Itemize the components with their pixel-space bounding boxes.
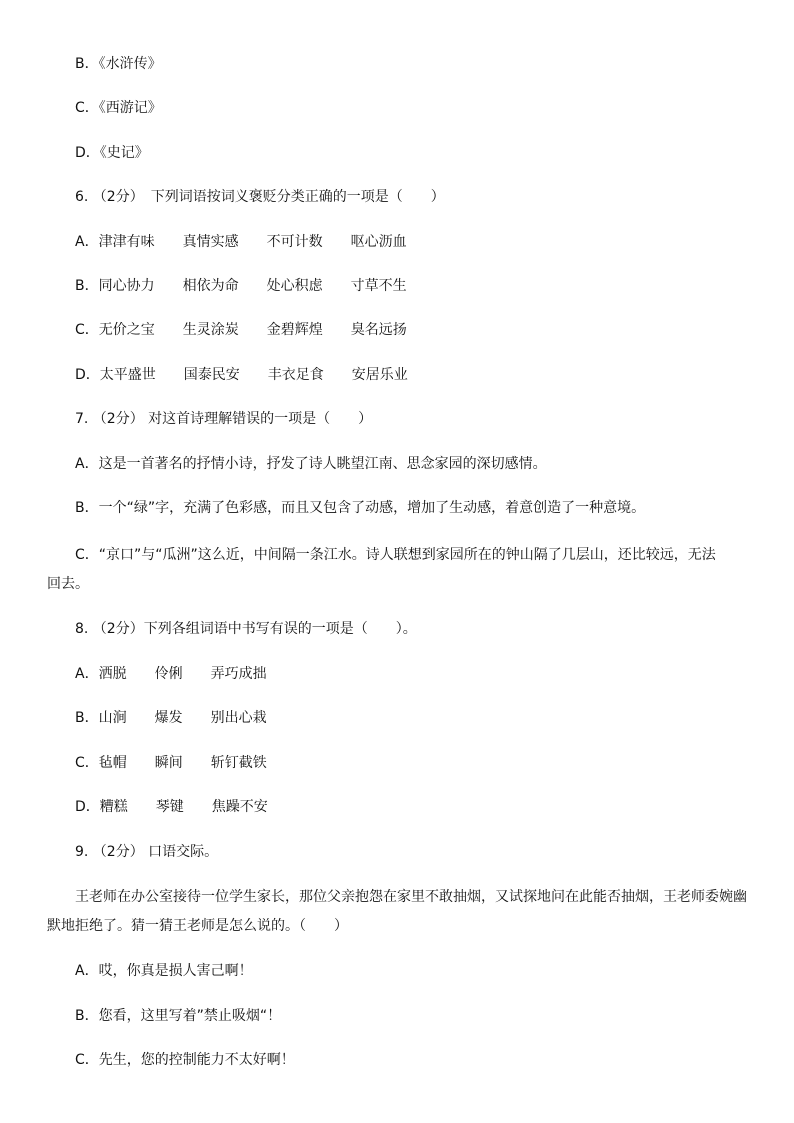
q8-option-c: C．毡帽 瞬间 斩钉截铁	[75, 755, 267, 771]
q5-option-b: B．《水浒传》	[75, 56, 162, 72]
q9-option-b: B．您看，这里写着”禁止吸烟“！	[75, 1008, 282, 1024]
q5-option-c: C．《西游记》	[75, 100, 162, 116]
q6-option-a: A．津津有味 真情实感 不可计数 呕心沥血	[75, 234, 407, 250]
q9-passage-line2: 默地拒绝了。猜一猜王老师是怎么说的。（ ）	[47, 918, 348, 934]
q8-stem: 8. （2分）下列各组词语中书写有误的一项是（ ）。	[75, 621, 417, 637]
q9-passage-line1: 王老师在办公室接待一位学生家长，那位父亲抱怨在家里不敢抽烟，又试探地问在此能否抽烟，王老师委婉幽	[75, 889, 747, 905]
q7-option-a: A．这是一首著名的抒情小诗，抒发了诗人眺望江南、思念家园的深切感情。	[75, 456, 547, 472]
q5-option-d: D．《史记》	[75, 145, 149, 161]
q6-stem: 6. （2分） 下列词语按词义褒贬分类正确的一项是（ ）	[75, 189, 445, 205]
q6-option-c: C．无价之宝 生灵涂炭 金碧辉煌 臭名远扬	[75, 322, 407, 338]
q9-option-a: A．哎，你真是损人害己啊！	[75, 963, 253, 979]
q9-option-c: C．先生，您的控制能力不太好啊！	[75, 1052, 295, 1068]
q7-option-b: B．一个“绿”字，充满了色彩感，而且又包含了动感，增加了生动感，着意创造了一种意境。	[75, 500, 646, 516]
q7-stem: 7. （2分） 对这首诗理解错误的一项是（ ）	[75, 411, 373, 427]
q7-option-c-line1: C．“京口”与“瓜洲”这么近，中间隔一条江水。诗人联想到家园所在的钟山隔了几层山，还比较远，无法	[75, 547, 716, 563]
q8-option-d: D．糟糕 琴键 焦躁不安	[75, 799, 268, 815]
q7-option-c-line2: 回去。	[47, 576, 89, 592]
q6-option-b: B．同心协力 相依为命 处心积虑 寸草不生	[75, 278, 407, 294]
q8-option-a: A．洒脱 伶俐 弄巧成拙	[75, 666, 267, 682]
q9-stem: 9. （2分） 口语交际。	[75, 844, 219, 860]
q6-option-d: D．太平盛世 国泰民安 丰衣足食 安居乐业	[75, 367, 408, 383]
q8-option-b: B．山涧 爆发 别出心栽	[75, 710, 267, 726]
